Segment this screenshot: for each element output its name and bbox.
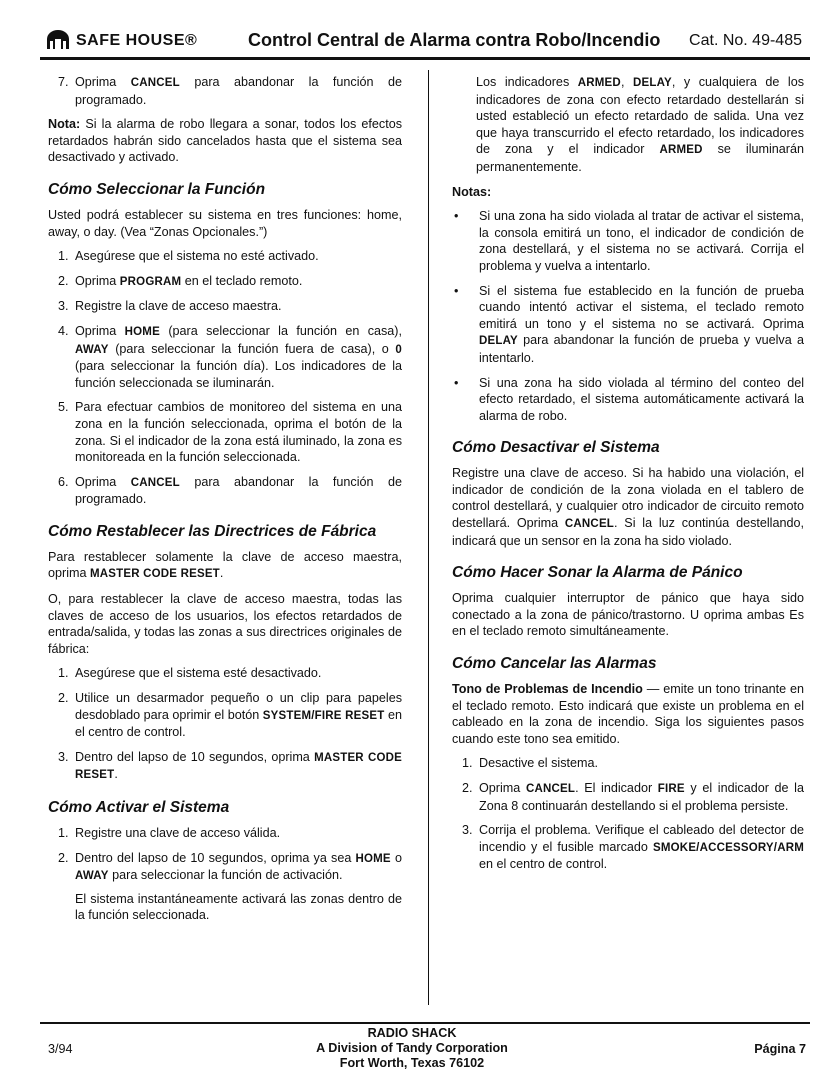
section-heading: Cómo Cancelar las Alarmas (452, 655, 657, 673)
note: Nota: Si la alarma de robo llegara a sonar, todos los efectos retardados habrán sido cancelados hasta que el sistema sea desactivado y activado. (48, 117, 402, 165)
list-item: 2. Dentro del lapso de 10 segundos, oprima ya sea HOME o AWAY para seleccionar la función de activación. (58, 850, 402, 883)
list-item: 3. Corrija el problema. Verifique el cableado del detector de incendio y el fusible marcado SMOKE/ACCESSORY/ARM en el centro de control. (462, 823, 804, 872)
list-item: 7. Oprima CANCEL para abandonar la función de programado. (58, 75, 402, 107)
list-item: • Si el sistema fue establecido en la función de prueba cuando intentó activar el sistema, el teclado remoto emitirá un tono y el sistema no se activará. Oprima DELAY para abandonar la función de prueba y vuelva a intentarlo. (454, 283, 804, 365)
footer-rule (40, 1022, 810, 1024)
step-list (48, 665, 402, 784)
header-rule (40, 57, 810, 60)
list-item: 2. Oprima CANCEL. El indicador FIRE y el indicador de la Zona 8 continuarán destellando si el problema persiste. (462, 781, 804, 813)
paragraph: Registre una clave de acceso. Si ha habido una violación, el indicador de condición de la zona violada en el tablero de control destellará, y cualquier otro indicador de circuito remoto destellará. Oprima CANCEL. Si la luz continúa destellando, indicará que un sensor en la zona ha sido violado. (452, 466, 804, 548)
step-list (452, 755, 804, 873)
paragraph: Tono de Problemas de Incendio — emite un tono trinante en el teclado remoto. Esto indicará que existe un problema en el cableado en la zona de incendio. Siga los siguientes pasos cuando este tono sea emitido. (452, 682, 804, 746)
document-title: Control Central de Alarma contra Robo/Incendio (248, 30, 661, 50)
brand-name: SAFE HOUSE® (76, 32, 198, 49)
page-number: Página 7 (754, 1042, 806, 1056)
list-item: 1. Registre una clave de acceso válida. (58, 826, 281, 840)
house-logo-icon (46, 30, 70, 50)
notes-label: Notas: (452, 184, 492, 199)
paragraph: Para restablecer solamente la clave de acceso maestra, oprima MASTER CODE RESET. (48, 549, 402, 581)
page-header (46, 28, 806, 54)
list-item: 3. Registre la clave de acceso maestra. (58, 299, 282, 314)
catalog-number: Cat. No. 49-485 (689, 32, 802, 49)
paragraph: Los indicadores ARMED, DELAY, y cualquiera de los indicadores de zona con efecto retardado destellarán si usted estableció un efecto retardado de salida. Una vez que haya transcurrido el efecto retardado, los indicadores de zona y el indicador ARMED se iluminarán permanentemente. (476, 75, 804, 174)
list-item: 4. Oprima HOME (para seleccionar la función en casa), AWAY (para seleccionar la función fuera de casa), o 0 (para seleccionar la función día). Los indicadores de la función seleccionada se iluminarán. (58, 323, 402, 390)
list-item: • Si una zona ha sido violada al término del conteo del efecto retardado, el sistema automáticamente activará la alarma de robo. (454, 375, 804, 423)
list-item: 1. Asegúrese que el sistema no esté activado. (58, 249, 319, 264)
print-date: 3/94 (48, 1042, 73, 1056)
paragraph: El sistema instantáneamente activará las zonas dentro de la función seleccionada. (75, 891, 402, 923)
company-block (0, 1026, 824, 1071)
paragraph: O, para restablecer la clave de acceso maestra, todas las claves de acceso de los usuarios, los efectos retardados de entrada/salida, y todas las zonas a sus directrices originales de fábrica: (48, 592, 402, 656)
list-item: 2. Utilice un desarmador pequeño o un clip para papeles desdoblado para oprimir el botón SYSTEM/FIRE RESET en el centro de control. (58, 691, 402, 740)
column-divider (428, 70, 429, 1005)
list-item: 1. Desactive el sistema. (462, 756, 598, 771)
paragraph: Usted podrá establecer su sistema en tres funciones: home, away, o day. (Vea “Zonas Opcionales.”) (48, 207, 402, 239)
list-item: 2. Oprima PROGRAM en el teclado remoto. (58, 273, 303, 288)
paragraph: Oprima cualquier interruptor de pánico que haya sido conectado a la zona de pánico/trastorno. U oprima ambas Es en el teclado remoto simultáneamente. (452, 591, 804, 639)
section-heading: Cómo Seleccionar la Función (48, 180, 266, 198)
list-item: 3. Dentro del lapso de 10 segundos, oprima MASTER CODE RESET. (58, 749, 402, 782)
section-heading: Cómo Hacer Sonar la Alarma de Pánico (452, 564, 743, 582)
list-item: 5. Para efectuar cambios de monitoreo del sistema en una zona en la función seleccionada, oprima el botón de la zona. Si el indicador de la zona está iluminado, la zona es monitoreada en la función seleccionada. (58, 400, 402, 465)
notes-list (452, 208, 804, 424)
company-location: Fort Worth, Texas 76102 (339, 1056, 485, 1070)
section-heading: Cómo Desactivar el Sistema (452, 439, 660, 457)
list-item: 6. Oprima CANCEL para abandonar la función de programado. (58, 474, 402, 507)
list-item: • Si una zona ha sido violada al tratar de activar el sistema, la consola emitirá un tono, el indicador de condición de zona destellará, y el sistema no se activará. Corrija el problema y vuelva a intentarlo. (454, 209, 804, 273)
right-column (452, 74, 804, 881)
company-name: RADIO SHACK (367, 1026, 457, 1040)
section-heading: Cómo Activar el Sistema (48, 799, 230, 816)
list-item: 1. Asegúrese que el sistema esté desactivado. (58, 666, 322, 681)
step-list (48, 248, 402, 508)
step-list (48, 825, 402, 885)
section-heading: Cómo Restablecer las Directrices de Fábrica (48, 522, 377, 540)
company-division: A Division of Tandy Corporation (316, 1041, 508, 1055)
left-column (48, 74, 402, 932)
